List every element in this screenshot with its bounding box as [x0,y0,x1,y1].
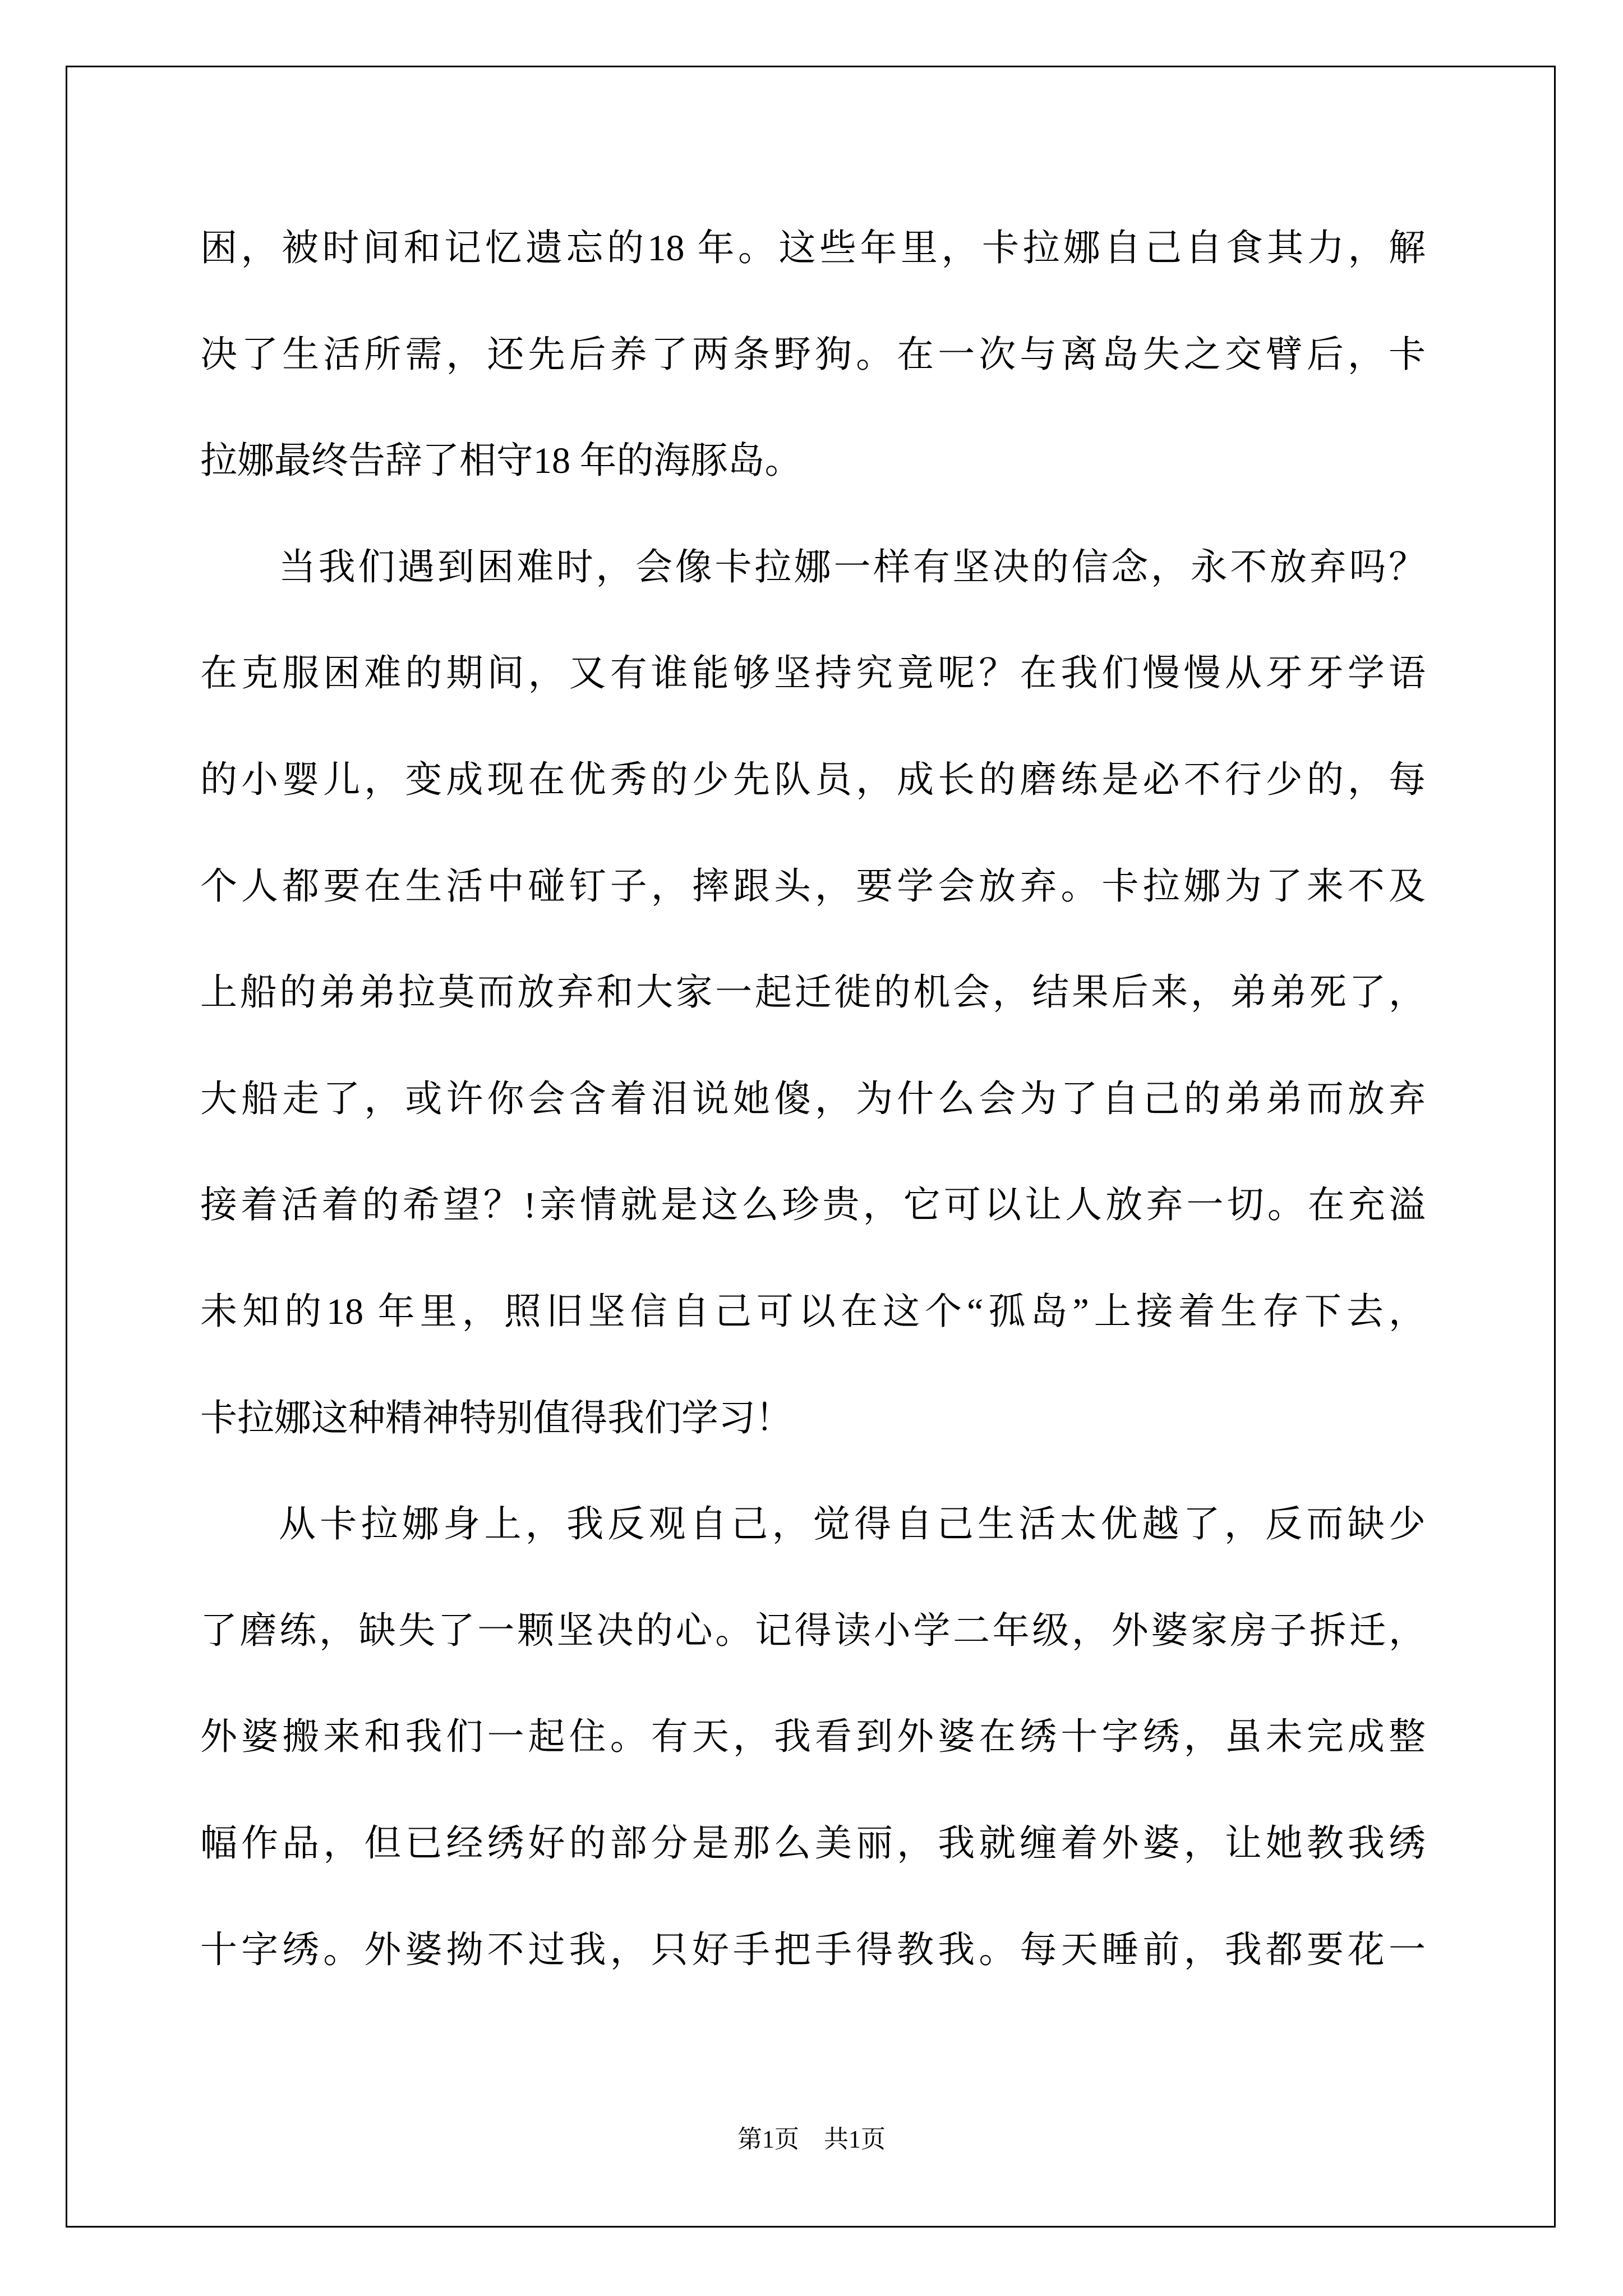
text-line: 在克服困难的期间，又有谁能够坚持究竟呢？在我们慢慢从牙牙学语 [200,653,1426,694]
text-line: 决了生活所需，还先后养了两条野狗。在一次与离岛失之交臂后，卡 [200,334,1426,375]
text-line: 个人都要在生活中碰钉子，摔跟头，要学会放弃。卡拉娜为了来不及 [200,866,1426,907]
text-line: 卡拉娜这种精神特别值得我们学习！ [200,1397,792,1439]
paragraph [200,514,1426,1471]
text-line: 了磨练，缺失了一颗坚决的心。记得读小学二年级，外婆家房子拆迁， [200,1610,1426,1651]
text-line: 未知的18 年里，照旧坚信自己可以在这个“孤岛”上接着生存下去， [200,1291,1426,1332]
page-footer: 第1页 共1页 [737,2125,886,2153]
text-line: 的小婴儿，变成现在优秀的少先队员，成长的磨练是必不行少的，每 [200,759,1426,800]
text-line: 困，被时间和记忆遗忘的18 年。这些年里，卡拉娜自己自食其力，解 [200,228,1426,269]
paragraph [200,195,1426,514]
document-body [200,195,1426,2003]
text-line: 幅作品，但已经绣好的部分是那么美丽，我就缠着外婆，让她教我绣 [200,1823,1426,1864]
text-line: 接着活着的希望？!亲情就是这么珍贵，它可以让人放弃一切。在充溢 [200,1185,1426,1226]
text-line: 拉娜最终告辞了相守18 年的海豚岛。 [200,440,802,482]
text-line: 当我们遇到困难时，会像卡拉娜一样有坚决的信念，永不放弃吗？ [279,546,1426,588]
text-line: 从卡拉娜身上，我反观自己，觉得自己生活太优越了，反而缺少 [279,1504,1426,1545]
text-line: 外婆搬来和我们一起住。有天，我看到外婆在绣十字绣，虽未完成整 [200,1717,1426,1758]
text-line: 大船走了，或许你会含着泪说她傻，为什么会为了自己的弟弟而放弃 [200,1078,1426,1120]
paragraph [200,1471,1426,2003]
text-line: 上船的弟弟拉莫而放弃和大家一起迁徙的机会，结果后来，弟弟死了， [200,972,1426,1014]
text-line: 十字绣。外婆拗不过我，只好手把手得教我。每天睡前，我都要花一 [200,1929,1426,1971]
